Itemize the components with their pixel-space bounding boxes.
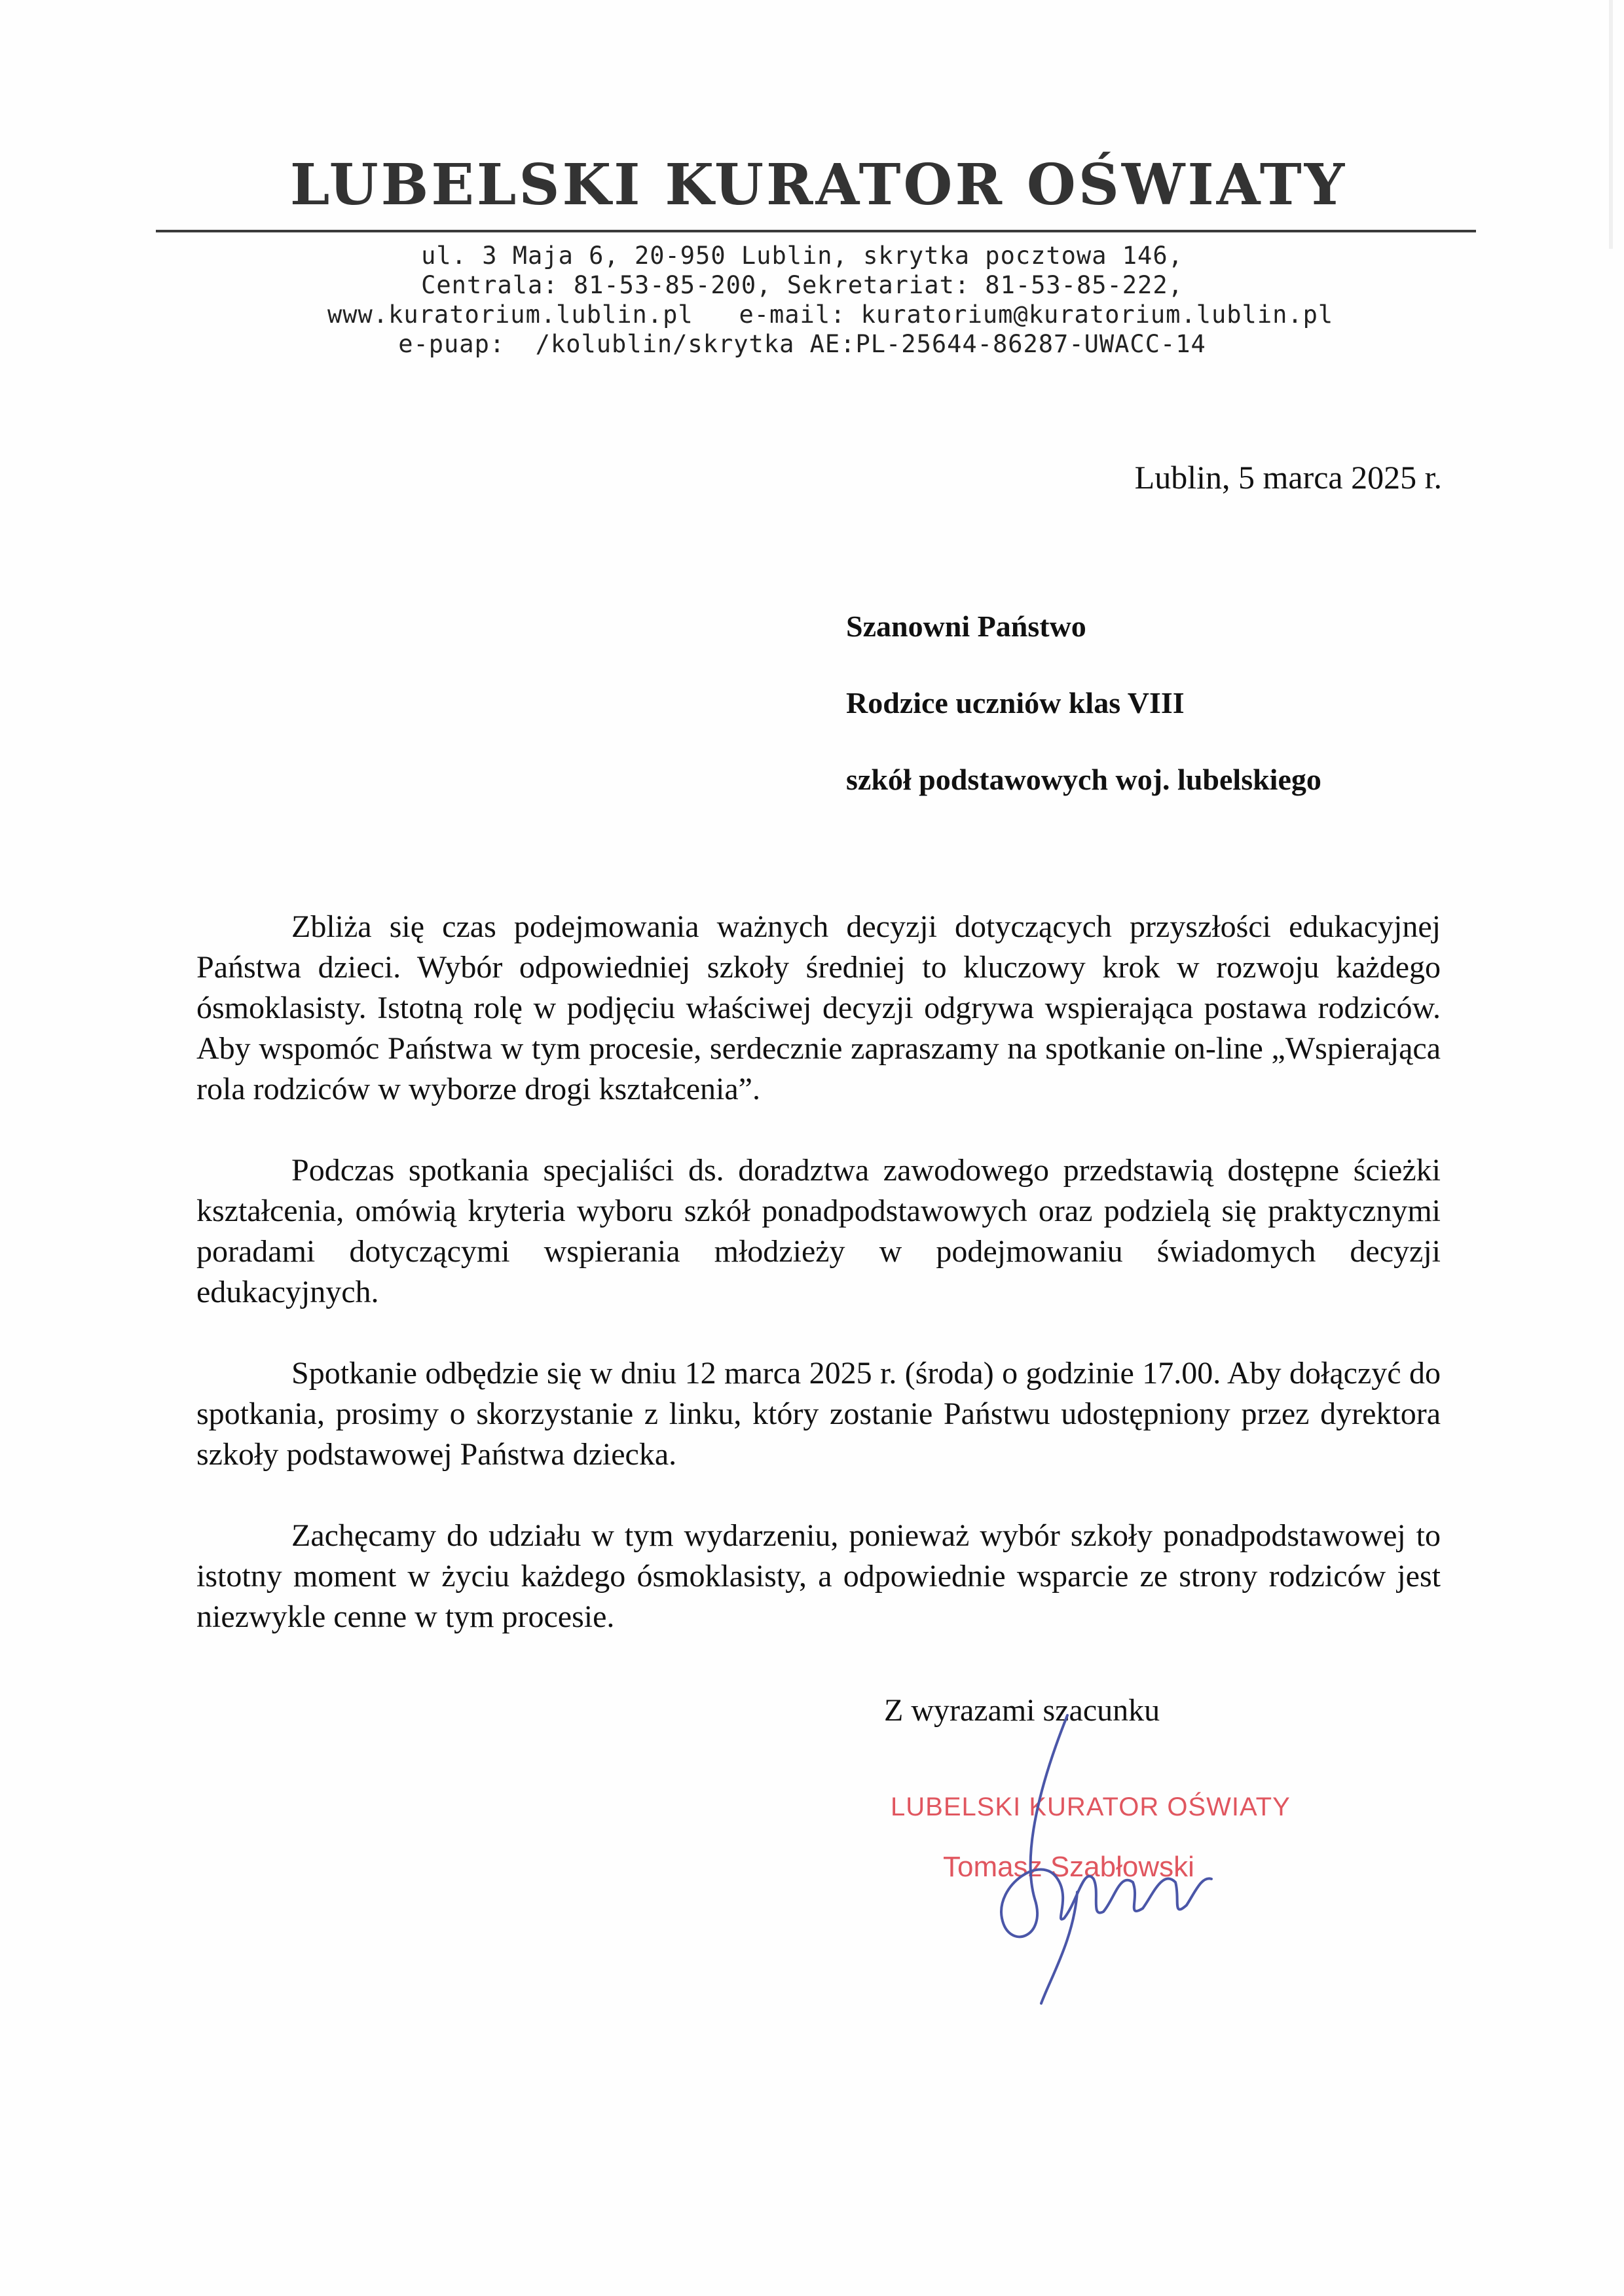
- addressee-line: Szanowni Państwo: [846, 610, 1086, 643]
- addressee-line: Rodzice uczniów klas VIII: [846, 686, 1185, 720]
- body-paragraph: Zachęcamy do udziału w tym wydarzeniu, ponieważ wybór szkoły ponadpodstawowej to istotny moment w życiu każdego ósmoklasisty, a odpowiednie wsparcie ze strony rodziców jest niezwykle cenne w tym procesie.: [196, 1518, 1441, 1634]
- stamp-name: Tomasz Szabłowski: [943, 1851, 1194, 1883]
- letter-body: [196, 907, 1441, 1678]
- addressee-block: [846, 609, 1321, 839]
- body-paragraph: Spotkanie odbędzie się w dniu 12 marca 2025 r. (środa) o godzinie 17.00. Aby dołączyć do spotkania, prosimy o skorzystanie z linku, który zostanie Państwu udostępniony przez dyrektora szkoły podstawowej Państwa dziecka.: [196, 1356, 1441, 1472]
- handwritten-signature: [943, 1702, 1257, 2010]
- contact-address: ul. 3 Maja 6, 20-950 Lublin, skrytka pocztowa 146,: [421, 242, 1183, 270]
- letterhead-divider: [156, 230, 1476, 232]
- letterhead-title: LUBELSKI KURATOR OŚWIATY: [289, 152, 1348, 218]
- stamp-title: LUBELSKI KURATOR OŚWIATY: [891, 1793, 1291, 1821]
- body-paragraph: Podczas spotkania specjaliści ds. doradztwa zawodowego przedstawią dostępne ścieżki kształcenia, omówią kryteria wyboru szkół ponadpodstawowych oraz podzielą się praktycznymi poradami dotyczącymi wspierania młodzieży w podejmowaniu świadomych decyzji edukacyjnych.: [196, 1153, 1441, 1309]
- letterhead-contact: [327, 241, 1334, 359]
- contact-epuap: e-puap: /kolublin/skrytka AE:PL-25644-86287-UWACC-14: [398, 330, 1206, 358]
- scan-edge-mark: [1598, 0, 1624, 2296]
- body-paragraph: Zbliża się czas podejmowania ważnych decyzji dotyczących przyszłości edukacyjnej Państwa dzieci. Wybór odpowiedniej szkoły średniej to kluczowy krok w rozwoju każdego ósmoklasisty. Istotną rolę w podjęciu właściwej decyzji odgrywa wspierająca postawa rodziców. Aby wspomóc Państwa w tym procesie, serdecznie zapraszamy na spotkanie on-line „Wspierająca rola rodziców w wyborze drogi kształcenia”.: [196, 909, 1441, 1106]
- letter-date: Lublin, 5 marca 2025 r.: [1134, 459, 1442, 496]
- contact-phones: Centrala: 81-53-85-200, Sekretariat: 81-53-85-222,: [421, 271, 1183, 299]
- closing-salutation: Z wyrazami szacunku: [884, 1693, 1160, 1728]
- addressee-line: szkół podstawowych woj. lubelskiego: [846, 763, 1321, 796]
- contact-web-email: www.kuratorium.lublin.pl e-mail: kuratorium@kuratorium.lublin.pl: [327, 301, 1334, 329]
